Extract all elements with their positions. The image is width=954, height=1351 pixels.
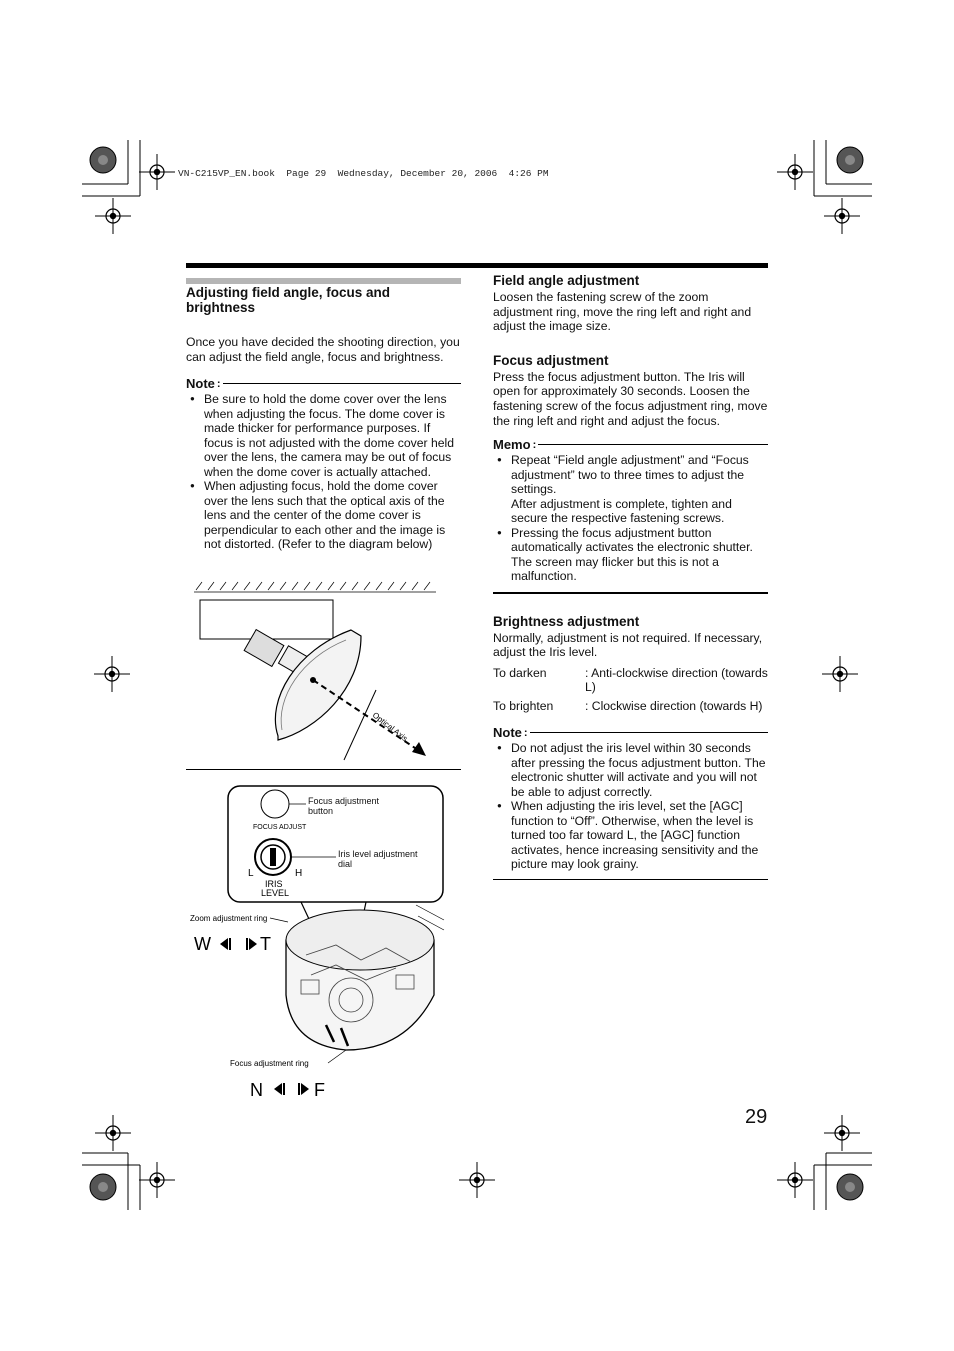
list-item: ● Do not adjust the iris level within 30 seconds after pressing the focus adjustment button. The electronic shutter will activate and you will not be able to adjust correctly. [493, 741, 768, 799]
brightness-title: Brightness adjustment [493, 613, 640, 629]
nf-f-label: F [314, 1080, 325, 1100]
intro-text: Once you have decided the shooting direction, you can adjust the field angle, focus and brightness. [186, 335, 460, 364]
section-title: Adjusting field angle, focus and brightness [186, 285, 391, 315]
note2-list [493, 741, 768, 872]
nf-n-label: N [250, 1080, 263, 1100]
controls-diagram [186, 780, 461, 1100]
optical-axis-label: Optical Axis [370, 710, 410, 744]
focus-button-label: Focus adjustment button [308, 796, 380, 816]
iris-dial-label: Iris level adjustment dial [338, 849, 418, 869]
note-list [186, 392, 461, 552]
iris-h-text: H [295, 868, 303, 879]
memo-list [493, 453, 768, 584]
wt-w-label: W [194, 934, 211, 954]
note2-header: Note : [493, 725, 768, 740]
list-item: ● Repeat “Field angle adjustment” and “Focus adjustment” two to three times to adjust the settings. After adjustment is complete, tighten and secure the respective fastening screws. [493, 453, 768, 526]
list-item: ● When adjusting the iris level, set the [AGC] function to “Off”. Otherwise, when the level is turned too far toward L, the [AGC] function activates, hence increasing sensitivity and the picture may look grainy. [493, 799, 768, 872]
page-number: 29 [745, 1106, 768, 1128]
right-column [493, 273, 768, 880]
list-item: ● When adjusting focus, hold the dome cover over the lens such that the optical axis of the lens and the center of the dome cover is perpendicular to each other and the image is not distorted. (Refer to the diagram below) [186, 479, 461, 552]
focus-title: Focus adjustment [493, 352, 609, 368]
focus-text: Press the focus adjustment button. The Iris will open for approximately 30 seconds. Loosen the fastening screw of the focus adjustment ring, move the ring left and right and adjust the focus. [493, 369, 768, 428]
brighten-key: To brighten [493, 698, 554, 713]
memo-label: Memo [493, 437, 531, 453]
note-label: Note [186, 376, 215, 392]
focus-adjust-text: FOCUS ADJUST [253, 824, 307, 831]
print-header-line: VN-C215VP_EN.book Page 29 Wednesday, December 20, 2006 4:26 PM [178, 168, 549, 179]
top-rule-black [186, 263, 768, 268]
diagram-separator [186, 769, 461, 770]
iris-l-text: L [248, 868, 254, 879]
brighten-value: : Clockwise direction (towards H) [585, 698, 763, 713]
left-column [186, 285, 461, 552]
brightness-text: Normally, adjustment is not required. If necessary, adjust the Iris level. [493, 630, 763, 660]
darken-key: To darken [493, 665, 547, 680]
memo-header: Memo : [493, 437, 768, 452]
level-text: LEVEL [261, 888, 290, 898]
note2-label: Note [493, 725, 522, 741]
darken-value: : Anti-clockwise direction (towards L) [585, 665, 768, 695]
note2-bottom-rule [493, 879, 768, 880]
iris-text: IRIS [265, 879, 283, 889]
focus-ring-label: Focus adjustment ring [230, 1059, 309, 1068]
wt-t-label: T [260, 934, 271, 954]
note-header: Note : [186, 376, 461, 391]
left-section-bar [186, 278, 461, 284]
list-item: ● Pressing the focus adjustment button automatically activates the electronic shutter. The screen may flicker but this is not a malfunction. [493, 526, 768, 584]
field-angle-text: Loosen the fastening screw of the zoom adjustment ring, move the ring left and right and adjust the image size. [493, 290, 752, 334]
dome-cover-diagram [186, 580, 461, 770]
zoom-ring-label: Zoom adjustment ring [190, 914, 268, 923]
list-item: ● Be sure to hold the dome cover over the lens when adjusting the focus. The dome cover is made thicker for performance purposes. If focus is not adjusted with the dome cover held over the lens, the camera may be out of focus when the dome cover is actually attached. [186, 392, 461, 479]
focus-button-icon [261, 790, 289, 818]
brighten-row [493, 699, 768, 714]
memo-bottom-rule [493, 592, 768, 594]
darken-row [493, 666, 768, 695]
field-angle-title: Field angle adjustment [493, 273, 640, 288]
